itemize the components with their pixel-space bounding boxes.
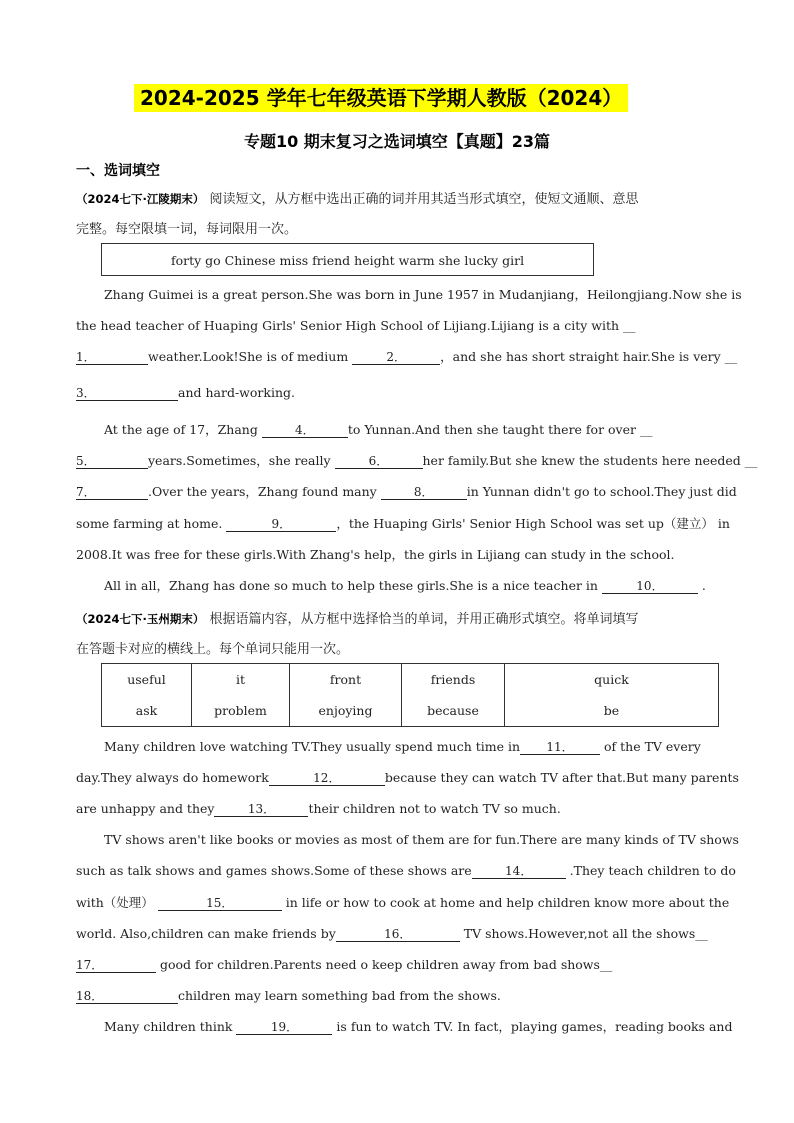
passage1-instruction bbox=[76, 188, 638, 207]
word-box-1: forty go Chinese miss friend height warm she lucky girl bbox=[101, 243, 594, 276]
passage1-line: 7． .Over the years，Zhang found many 8． in Yunnan didn't go to school.They just did bbox=[76, 484, 737, 499]
passage2-line: with（处理） 15． in life or how to cook at home and help children know more about the bbox=[76, 895, 730, 910]
passage2-line: day.They always do homework 12． because they can watch TV after that.But many parents bbox=[76, 770, 739, 785]
answer-blank-8[interactable]: 8． bbox=[381, 485, 467, 500]
passage2-instruction-cont: 在答题卡对应的横线上。每个单词只能用一次。 bbox=[76, 642, 350, 657]
section-heading: 一、选词填空 bbox=[76, 163, 160, 179]
word-box-row bbox=[102, 695, 719, 727]
passage1-line: some farming at home. 9． ，the Huaping Girls' Senior High School was set up（建立） in bbox=[76, 516, 730, 531]
word-cell: friends bbox=[402, 664, 505, 696]
passage2-line: such as talk shows and games shows.Some of these shows are 14． .They teach children to do bbox=[76, 863, 736, 878]
word-cell: be bbox=[505, 695, 719, 727]
word-cell: quick bbox=[505, 664, 719, 696]
passage2-line: Many children love watching TV.They usually spend much time in 11． of the TV every bbox=[104, 739, 701, 754]
word-box-row bbox=[102, 664, 719, 696]
answer-blank-16[interactable]: 16． bbox=[336, 927, 460, 942]
answer-blank-17[interactable]: 17． bbox=[76, 958, 156, 973]
passage2-line: 17． good for children.Parents need o keep children away from bad shows__ bbox=[76, 957, 613, 972]
word-cell: because bbox=[402, 695, 505, 727]
answer-blank-12[interactable]: 12． bbox=[269, 771, 385, 786]
passage1-line: 2008.It was free for these girls.With Zhang's help，the girls in Lijiang can study in the school. bbox=[76, 547, 675, 562]
word-cell: problem bbox=[192, 695, 290, 727]
answer-blank-2[interactable]: 2． bbox=[352, 350, 440, 365]
answer-blank-3[interactable]: 3． bbox=[76, 386, 178, 401]
passage2-instruction-text: 根据语篇内容，从方框中选择恰当的单词，并用正确形式填空。将单词填写 bbox=[209, 612, 639, 627]
passage1-instruction-text: 阅读短文，从方框中选出正确的词并用其适当形式填空，使短文通顺、意思 bbox=[209, 192, 639, 207]
answer-blank-4[interactable]: 4． bbox=[262, 423, 348, 438]
word-box-2 bbox=[101, 663, 719, 727]
passage2-source: （2024七下·玉州期末） bbox=[76, 612, 205, 626]
passage2-line: world. Also,children can make friends by 16． TV shows.However,not all the shows__ bbox=[76, 926, 708, 941]
passage1-line: the head teacher of Huaping Girls' Senior High School of Lijiang.Lijiang is a city with __ bbox=[76, 318, 636, 333]
answer-blank-10[interactable]: 10． bbox=[602, 579, 698, 594]
answer-blank-19[interactable]: 19． bbox=[236, 1020, 332, 1035]
passage2-line: Many children think 19． is fun to watch TV. In fact，playing games，reading books and bbox=[104, 1019, 733, 1034]
document-subtitle: 专题10 期末复习之选词填空【真题】23篇 bbox=[243, 132, 551, 151]
passage1-instruction-cont: 完整。每空限填一词，每词限用一次。 bbox=[76, 222, 298, 237]
answer-blank-18[interactable]: 18． bbox=[76, 989, 178, 1004]
answer-blank-7[interactable]: 7． bbox=[76, 485, 148, 500]
passage2-line: are unhappy and they 13． their children not to watch TV so much. bbox=[76, 801, 561, 816]
passage1-line: At the age of 17，Zhang 4． to Yunnan.And then she taught there for over __ bbox=[104, 422, 653, 437]
answer-blank-15[interactable]: 15． bbox=[158, 896, 282, 911]
answer-blank-1[interactable]: 1． bbox=[76, 350, 148, 365]
word-cell: front bbox=[290, 664, 402, 696]
answer-blank-6[interactable]: 6． bbox=[335, 454, 423, 469]
answer-blank-5[interactable]: 5． bbox=[76, 454, 148, 469]
passage1-line: Zhang Guimei is a great person.She was born in June 1957 in Mudanjiang，Heilongjiang.Now she is bbox=[104, 287, 742, 302]
passage1-source: （2024七下·江陵期末） bbox=[76, 192, 205, 206]
passage2-line: TV shows aren't like books or movies as most of them are for fun.There are many kinds of TV shows bbox=[104, 832, 739, 847]
passage2-instruction bbox=[76, 608, 638, 627]
passage1-line: 1． weather.Look!She is of medium 2． ，and she has short straight hair.She is very __ bbox=[76, 349, 738, 364]
passage2-line: 18． children may learn something bad from the shows. bbox=[76, 988, 501, 1003]
document-title: 2024-2025 学年七年级英语下学期人教版（2024） bbox=[134, 84, 628, 112]
word-cell: useful bbox=[102, 664, 192, 696]
passage1-line: All in all，Zhang has done so much to help these girls.She is a nice teacher in 10． . bbox=[104, 578, 706, 593]
word-cell: it bbox=[192, 664, 290, 696]
passage1-line: 3． and hard-working. bbox=[76, 385, 295, 400]
word-cell: enjoying bbox=[290, 695, 402, 727]
answer-blank-13[interactable]: 13． bbox=[214, 802, 308, 817]
passage1-line: 5． years.Sometimes，she really 6． her family.But she knew the students here needed __ bbox=[76, 453, 758, 468]
answer-blank-9[interactable]: 9． bbox=[226, 517, 336, 532]
word-cell: ask bbox=[102, 695, 192, 727]
answer-blank-14[interactable]: 14． bbox=[472, 864, 566, 879]
answer-blank-11[interactable]: 11． bbox=[520, 740, 600, 755]
